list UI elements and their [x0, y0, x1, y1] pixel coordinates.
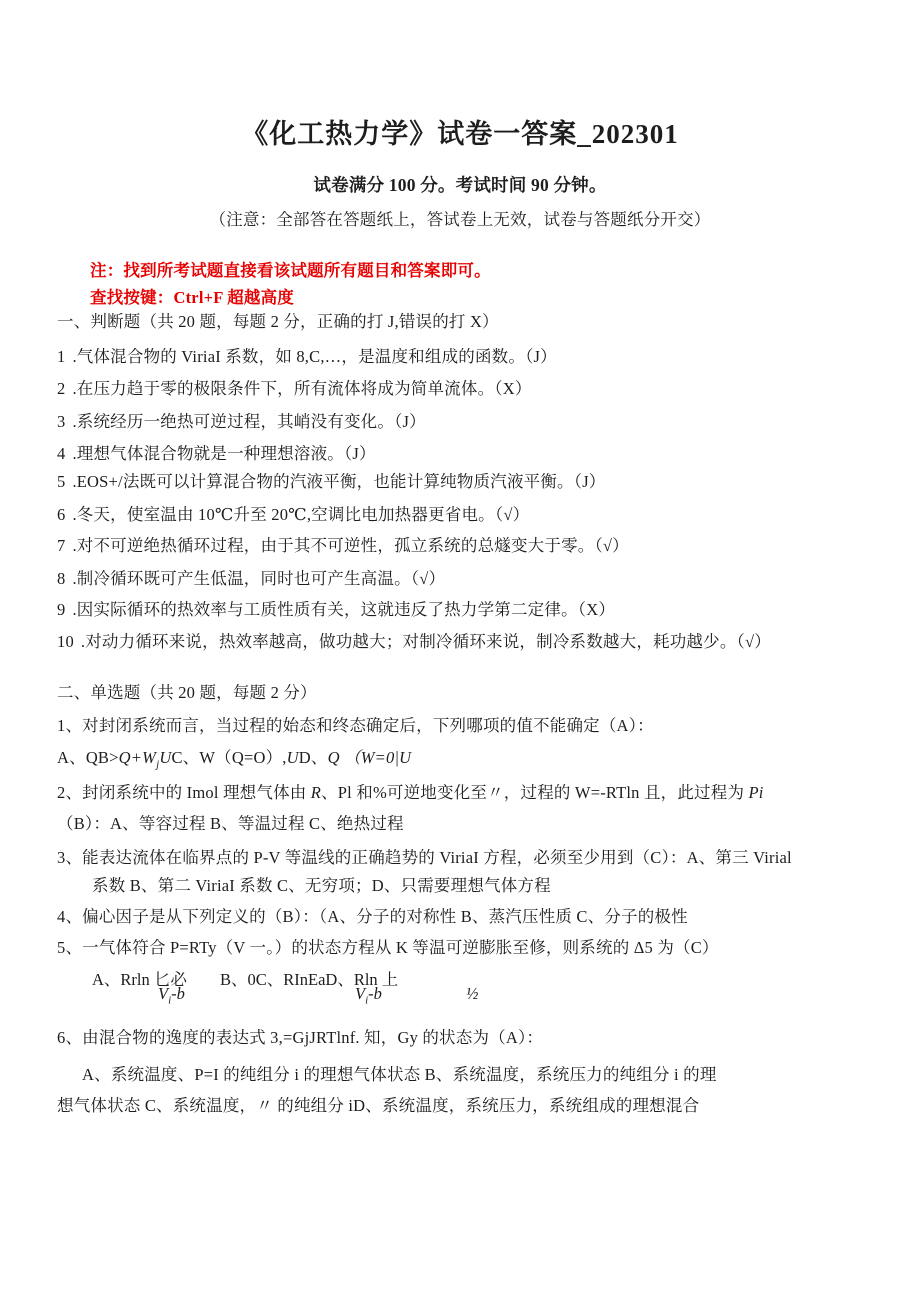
math-denominator-1: $V_i-b$ — [158, 984, 185, 1007]
mc-question-2-line1: 2、封闭系统中的 Imol 理想气体由 R、Pl 和%可逆地变化至〃，过程的 W=-RTln 且，此过程为 Pi — [57, 783, 764, 802]
question-number: 7 — [57, 536, 66, 555]
math-one-half: ½ — [466, 984, 479, 1003]
question-text: .在压力趋于零的极限条件下，所有流体将成为简单流体。（X） — [72, 379, 532, 398]
question-number: 3 — [57, 412, 66, 431]
math-denominator-2: $V_i-b$ — [355, 984, 382, 1007]
question-number: 5 — [57, 472, 66, 491]
question-number: 6 — [57, 505, 66, 524]
question-number: 1 — [57, 347, 66, 366]
question-number: 9 — [57, 600, 66, 619]
page-title: 《化工热力学》试卷一答案_202301 — [241, 119, 679, 149]
question-text: .系统经历一绝热可逆过程，其峭没有变化。（J） — [72, 412, 426, 431]
red-note-line2: 查找按键：Ctrl+F 超越高度 — [90, 288, 295, 307]
question-number: 10 — [57, 632, 74, 651]
tf-question-3 — [57, 410, 426, 434]
question-text: .理想气体混合物就是一种理想溶液。（J） — [72, 444, 376, 463]
mc-question-3-line2: 系数 B、第二 ViriaI 系数 C、无穷项；D、只需要理想气体方程 — [92, 876, 551, 895]
red-note-line1: 注：找到所考试题直接看该试题所有题目和答案即可。 — [90, 261, 491, 280]
section1-heading: 一、判断题（共 20 题，每题 2 分，正确的打 J,错误的打 X） — [57, 312, 499, 331]
tf-question-6 — [57, 503, 529, 527]
tf-question-10 — [57, 630, 771, 654]
mc-question-1-options: A、$QB>Q+W_jUC$、W（Q=O）,UD、Q （W=0|U — [57, 748, 412, 771]
question-text: .对动力循环来说，热效率越高，做功越大；对制冷循环来说，制冷系数越大，耗功越少。（√） — [80, 632, 771, 651]
tf-question-9 — [57, 598, 615, 622]
mc-question-2-options: （B）：A、等容过程 B、等温过程 C、绝热过程 — [57, 814, 404, 833]
mc-question-6: 6、由混合物的逸度的表达式 3,=GjJRTlnf. 知，Gy 的状态为（A）： — [57, 1028, 544, 1047]
question-text: .EOS+/法既可以计算混合物的汽液平衡，也能计算纯物质汽液平衡。（J） — [72, 472, 606, 491]
question-text: .因实际循环的热效率与工质性质有关，这就违反了热力学第二定律。（X） — [72, 600, 616, 619]
section2-heading: 二、单选题（共 20 题，每题 2 分） — [57, 683, 317, 702]
mc-question-6-options-cont: 想气体状态 C、系统温度，〃 的纯组分 iD、系统温度，系统压力，系统组成的理想混合 — [57, 1096, 700, 1115]
exam-score-time-info: 试卷满分 100 分。考试时间 90 分钟。 — [313, 175, 607, 195]
tf-question-4 — [57, 442, 376, 466]
question-number: 8 — [57, 569, 66, 588]
mc-question-6-option-a: A、系统温度、P=I 的纯组分 i 的理想气体状态 B、系统温度，系统压力的纯组分 i 的理 — [82, 1065, 717, 1084]
math-numerator-a: A、Rrln 匕必 — [92, 970, 187, 989]
mc-question-5-math-options — [57, 966, 863, 1010]
math-numerator-b: B、0C、RInEaD、Rln 上 — [220, 970, 399, 989]
mc-question-4: 4、偏心因子是从下列定义的（B）：（A、分子的对称性 B、蒸汽压性质 C、分子的极性 — [57, 907, 688, 926]
question-text: .对不可逆绝热循环过程，由于其不可逆性，孤立系统的总燧变大于零。（√） — [72, 536, 629, 555]
mc-question-1: 1、对封闭系统而言，当过程的始态和终态确定后，下列哪项的值不能确定（A）： — [57, 716, 654, 735]
exam-notice: （注意：全部答在答题纸上，答试卷上无效，试卷与答题纸分开交） — [209, 210, 711, 229]
question-number: 4 — [57, 444, 66, 463]
mc-question-3-line1: 3、能表达流体在临界点的 P-V 等温线的正确趋势的 ViriaI 方程，必须至少用到（C）：A、第三 Virial — [57, 848, 792, 867]
question-text: .冬天，使室温由 10℃升至 20℃,空调比电加热器更省电。（√） — [72, 505, 530, 524]
tf-question-8 — [57, 567, 445, 591]
mc-question-5: 5、一气体符合 P=RTy（V 一。）的状态方程从 K 等温可逆膨胀至修，则系统的 Δ5 为（C） — [57, 938, 719, 957]
tf-question-5 — [57, 470, 606, 494]
question-text: .气体混合物的 ViriaI 系数，如 8,C,…，是温度和组成的函数。（J） — [72, 347, 557, 366]
tf-question-1 — [57, 345, 557, 369]
tf-question-2 — [57, 377, 532, 401]
tf-question-7 — [57, 534, 629, 558]
question-text: .制冷循环既可产生低温，同时也可产生高温。（√） — [72, 569, 446, 588]
question-number: 2 — [57, 379, 66, 398]
